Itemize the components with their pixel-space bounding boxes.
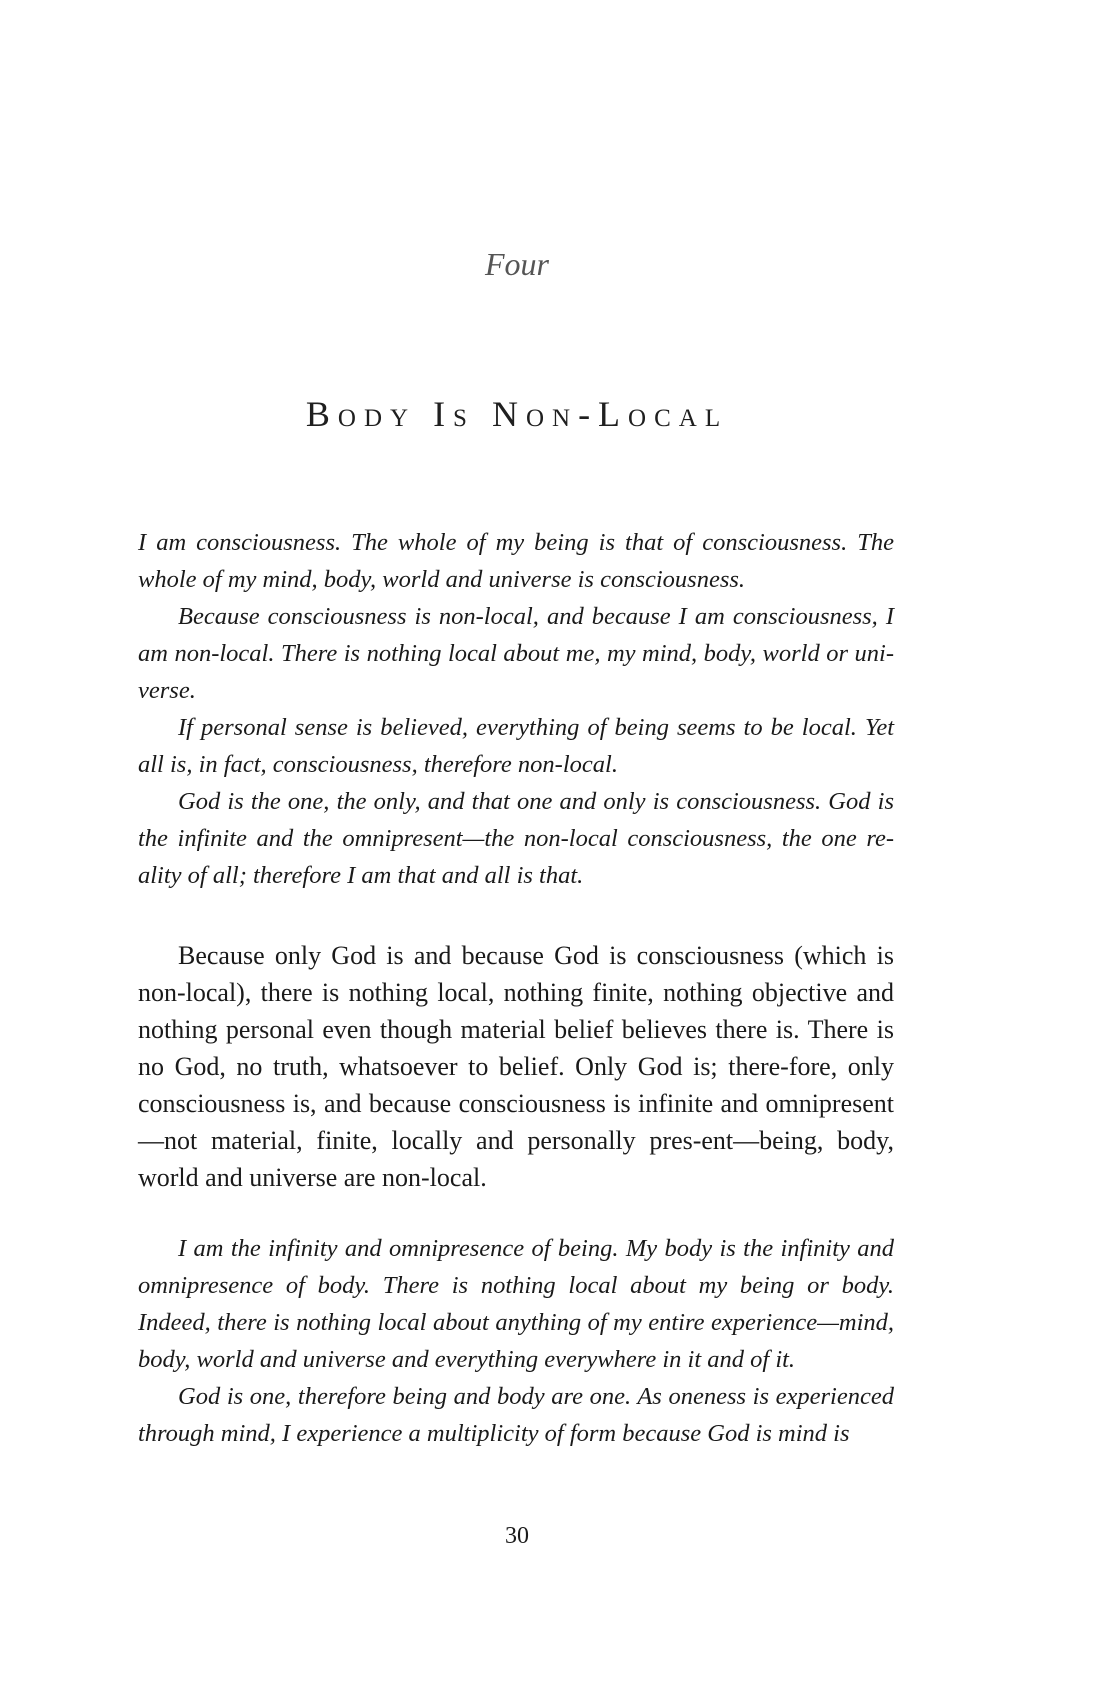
chapter-title: Body Is Non-Local xyxy=(305,394,729,434)
italic-section-1 xyxy=(138,524,894,894)
paragraph: I am the infinity and omnipresence of being. My body is the infinity and omnipresence of body. There is nothing local about my being or body. Indeed, there is nothing local about anything of my entire experience—mind, body, world and universe and everything everywhere in it and of it. xyxy=(138,1235,894,1373)
paragraph: God is the one, the only, and that one and only is consciousness. God is the infinite and the omnipresent—the non-local consciousness, the one re-ality of all; therefore I am that and all is that. xyxy=(138,788,894,889)
paragraph: I am consciousness. The whole of my being is that of consciousness. The whole of my mind, body, world and universe is consciousness. xyxy=(138,529,894,593)
paragraph: Because only God is and because God is consciousness (which is non-local), there is nothing local, nothing finite, nothing objective and nothing personal even though material belief believes there is. There is no God, no truth, whatsoever to belief. Only God is; there-fore, only consciousness is, and because consciousness is infinite and omnipresent—not material, finite, locally and personally pres-ent—being, body, world and universe are non-local. xyxy=(138,941,894,1192)
page-number: 30 xyxy=(505,1523,529,1549)
roman-section xyxy=(138,937,894,1196)
chapter-number: Four xyxy=(485,246,549,282)
paragraph: God is one, therefore being and body are one. As oneness is experienced through mind, I experience a multiplicity of form because God is mind is xyxy=(138,1383,894,1447)
paragraph: Because consciousness is non-local, and because I am consciousness, I am non-local. There is nothing local about me, my mind, body, world or uni-verse. xyxy=(138,603,894,704)
paragraph: If personal sense is believed, everything of being seems to be local. Yet all is, in fact, consciousness, therefore non-local. xyxy=(138,714,894,778)
italic-section-2 xyxy=(138,1230,894,1452)
